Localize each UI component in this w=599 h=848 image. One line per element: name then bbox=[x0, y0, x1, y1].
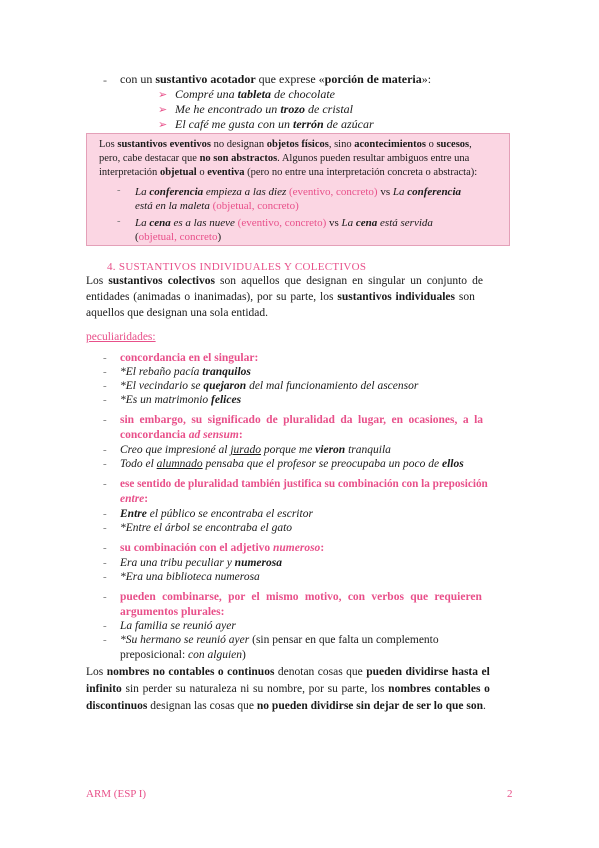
list-dash: - bbox=[103, 620, 107, 632]
peculiarity-heading: sin embargo, su significado de pluralidad da lugar, en ocasiones, a la bbox=[120, 414, 484, 426]
example-line: Era una tribu peculiar y numerosa bbox=[120, 557, 282, 569]
box-line: pero, cabe destacar que no son abstractos. Algunos pueden resultar ambiguos entre una bbox=[99, 153, 470, 164]
example-line: *Su hermano se reunió ayer (sin pensar en que falta un complemento bbox=[120, 634, 439, 646]
section-heading: 4. SUSTANTIVOS INDIVIDUALES Y COLECTIVOS bbox=[107, 261, 367, 273]
list-dash: - bbox=[103, 73, 107, 87]
page-number: 2 bbox=[507, 788, 513, 800]
example-line: Creo que impresioné al jurado porque me vieron tranquila bbox=[120, 444, 391, 456]
arrow-bullet-icon: ➢ bbox=[158, 104, 168, 116]
list-dash: - bbox=[103, 394, 107, 406]
list-dash: - bbox=[103, 444, 107, 456]
arrow-bullet-icon: ➢ bbox=[158, 89, 168, 101]
example-line: *Era una biblioteca numerosa bbox=[120, 571, 260, 583]
box-line: interpretación objetual o eventiva (pero no entre una interpretación concreta o abstracta): bbox=[99, 167, 478, 178]
list-dash: - bbox=[117, 216, 121, 227]
peculiarity-heading: ese sentido de pluralidad también justifica su combinación con la preposición bbox=[120, 478, 488, 490]
list-dash: - bbox=[103, 366, 107, 378]
arrow-bullet-icon: ➢ bbox=[158, 119, 168, 131]
acotador-intro: con un sustantivo acotador que exprese «porción de materia»: bbox=[120, 72, 432, 86]
example-line: *Entre el árbol se encontraba el gato bbox=[120, 522, 293, 534]
example-line: La familia se reunió ayer bbox=[120, 620, 236, 632]
footer-label: ARM (ESP I) bbox=[86, 788, 147, 800]
list-dash: - bbox=[103, 414, 107, 426]
box-example: La cena es a las nueve (eventivo, concreto) vs La cena está servida bbox=[135, 217, 433, 229]
list-dash: - bbox=[103, 557, 107, 569]
list-dash: - bbox=[103, 458, 107, 470]
section-paragraph: Los sustantivos colectivos son aquellos que designan en singular un conjunto de entidades (animadas o inanimadas), por su parte, los sustantivos individuales son aquellos que designan una sola entidad. bbox=[86, 275, 483, 319]
example-line: *Es un matrimonio felices bbox=[120, 394, 242, 406]
eventive-nouns-box bbox=[86, 133, 510, 246]
list-dash: - bbox=[103, 571, 107, 583]
peculiarity-heading-cont: concordancia ad sensum: bbox=[120, 429, 243, 441]
peculiarity-heading: su combinación con el adjetivo numeroso: bbox=[120, 542, 325, 554]
example-line: *El vecindario se quejaron del mal funcionamiento del ascensor bbox=[120, 380, 419, 392]
list-dash: - bbox=[103, 591, 107, 603]
example-line: Entre el público se encontraba el escritor bbox=[120, 508, 313, 520]
document-page: - con un sustantivo acotador que exprese «porción de materia»: ➢ Compré una tableta de chocolate ➢ Me he encontrado un trozo de cristal ➢ El café me gusta con un terrón de azúcar Los sustantivos eventivos no designan objetos físicos, sino acontecimientos o sucesos, pero, cabe destacar que no son abstractos. Algunos pueden resultar ambiguos entre una interpretación objetual o eventiva (pero no entre una interpretación concreta o abstracta): - La conferencia empieza a las diez (eventivo, concreto) vs La conferencia está en la maleta (objetual, concreto) - La cena es a las nueve (eventivo, concreto) vs La cena está servida (objetual, concreto) 4. SUSTANTIVOS INDIVIDUALES Y COLECTIVOS Los sustantivos colectivos son aquellos que designan en singular un conjunto de entidades (animadas o inanimadas), por su parte, los sustantivos individuales son aquellos que designan una sola entidad. peculiaridades: - concordancia en el singular: - *El rebaño pacía tranquilos - *El vecindario se quejaron del mal funcionamiento del ascensor - *Es un matrimonio felices - sin embargo, su significado de pluralidad da lugar, en ocasiones, a la concordancia ad sensum: - Creo que impresioné al jurado porque me vieron tranquila - Todo el alumnado pensaba que el profesor se preocupaba un poco de ellos - ese sentido de pluralidad también justifica su combinación con la preposición entre: - Entre el público se encontraba el escritor - *Entre el árbol se encontraba el gato - su combinación con el adjetivo numeroso: - Era una tribu peculiar y numerosa - *Era una biblioteca numerosa - pueden combinarse, por el mismo motivo, con verbos que requieren argumentos plurales: - La familia se reunió ayer - *Su hermano se reunió ayer (sin pensar en que falta un complemento preposicional: con alguien) Los nombres no contables o continuos denotan cosas que pueden dividirse hasta el infinito sin perder su naturaleza ni su nombre, por su parte, los nombres contables o discontinuos designan las cosas que no pueden dividirse sin dejar de ser lo que son. ARM (ESP I) 2 bbox=[86, 72, 513, 800]
example-line: Todo el alumnado pensaba que el profesor se preocupaba un poco de ellos bbox=[120, 458, 464, 470]
list-dash: - bbox=[103, 508, 107, 520]
list-dash: - bbox=[103, 522, 107, 534]
list-dash: - bbox=[103, 352, 107, 364]
example-line-cont: preposicional: con alguien) bbox=[120, 649, 246, 661]
peculiarity-heading: concordancia en el singular: bbox=[120, 352, 259, 364]
peculiarity-heading-cont: entre: bbox=[120, 493, 149, 505]
list-dash: - bbox=[103, 542, 107, 554]
box-example: está en la maleta (objetual, concreto) bbox=[135, 200, 299, 212]
peculiarity-heading-cont: argumentos plurales: bbox=[120, 606, 225, 618]
box-line: Los sustantivos eventivos no designan objetos físicos, sino acontecimientos o sucesos, bbox=[99, 139, 472, 150]
list-dash: - bbox=[103, 478, 107, 490]
list-dash: - bbox=[103, 634, 107, 646]
example-line: *El rebaño pacía tranquilos bbox=[120, 366, 251, 378]
closing-paragraph: Los nombres no contables o continuos denotan cosas que pueden dividirse hasta el infinito sin perder su naturaleza ni su nombre, por su parte, los nombres contables o discontinuos designan las cosas que no pueden dividirse sin dejar de ser lo que son. bbox=[86, 666, 490, 712]
box-example: La conferencia empieza a las diez (eventivo, concreto) vs La conferencia bbox=[135, 186, 461, 198]
peculiarity-heading: pueden combinarse, por el mismo motivo, con verbos que requieren bbox=[120, 591, 482, 603]
box-example: (objetual, concreto) bbox=[135, 231, 222, 243]
peculiarities-label: peculiaridades: bbox=[86, 331, 156, 343]
list-dash: - bbox=[103, 380, 107, 392]
list-dash: - bbox=[117, 185, 121, 196]
